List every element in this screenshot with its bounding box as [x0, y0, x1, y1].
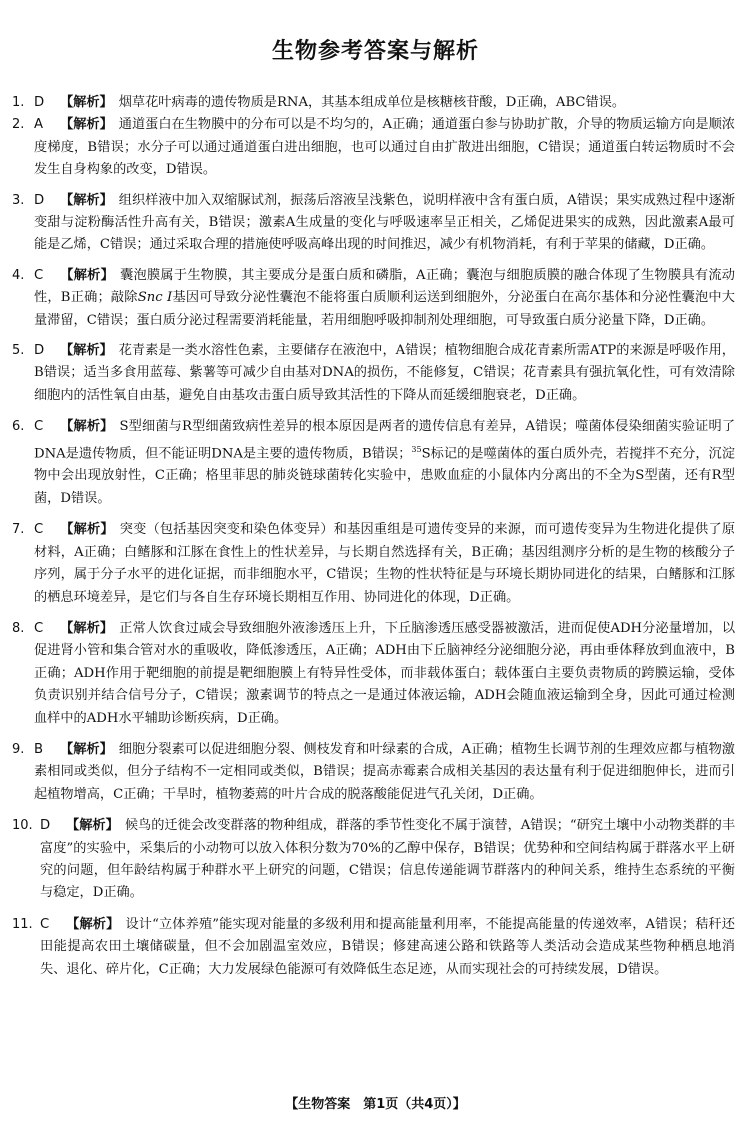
analysis-text: 突变（包括基因突变和染色体变异）和基因重组是可遗传变异的来源，而可遗传变异为生物进化提供了原材料，A正确；白鳍豚和江豚在食性上的性状差异，与长期自然选择有关，B正确；基因组测序分析的是生物的核酸分子序列，属于分子水平的进化证据，而非细胞水平，C错误；生物的性状特征是与环境长期协同进化的结果，白鳍豚和江豚的栖息环境差异，是它们与各自生存环境长期相互作用、协同进化的体现，D正确。	[34, 522, 736, 605]
answer-letter: C	[34, 419, 44, 435]
isotope-superscript: 35	[411, 444, 422, 454]
question-number: 3.	[12, 192, 25, 208]
answer-item-11	[12, 914, 735, 981]
question-number: 9.	[12, 741, 25, 757]
answer-letter: B	[34, 741, 44, 757]
answer-item-7	[12, 519, 735, 609]
question-number: 11.	[12, 916, 33, 932]
analysis-tag: 【解析】	[60, 741, 113, 757]
question-number: 5.	[12, 343, 25, 359]
answer-item-8	[12, 618, 735, 730]
page-title: 生物参考答案与解析	[271, 39, 479, 64]
answer-list	[12, 92, 735, 981]
analysis-tag: 【解析】	[60, 117, 113, 133]
analysis-text: 候鸟的迁徙会改变群落的物种组成，群落的季节性变化不属于演替，A错误；“研究土壤中小动物类群的丰富度”的实验中，采集后的小动物可以放入体积分数为70%的乙醇中保存，B错误；优势种和空间结构属于群落水平上研究的问题，但年龄结构属于种群水平上研究的问题，C错误；信息传递能调节群落内的种间关系，维持生态系统的平衡与稳定，D正确。	[40, 818, 736, 901]
analysis-text: 组织样液中加入双缩脲试剂，振荡后溶液呈浅紫色，说明样液中含有蛋白质，A错误；果实成熟过程中逐渐变甜与淀粉酶活性升高有关，B错误；激素A生成量的变化与呼吸速率呈正相关，乙烯促进果实的成熟，因此激素A最可能是乙烯，C错误；通过采取合理的措施使呼吸高峰出现的时间推迟，减少有机物消耗，有利于苹果的储藏，D正确。	[34, 192, 735, 253]
answer-letter: D	[34, 95, 45, 110]
analysis-tag: 【解析】	[66, 916, 120, 932]
analysis-text: 设计“立体养殖”能实现对能量的多级利用和提高能量利用率，不能提高能量的传递效率，A错误；秸秆还田能提高农田土壤储碳量，但不会加剧温室效应，B错误；修建高速公路和铁路等人类活动会造成某些物种栖息地消失、退化、碎片化，C正确；大力发展绿色能源可有效降低生态足迹，从而实现社会的可持续发展，D错误。	[40, 916, 735, 977]
analysis-tag: 【解析】	[60, 343, 113, 359]
analysis-tag: 【解析】	[60, 620, 114, 636]
analysis-text: 烟草花叶病毒的遗传物质是RNA，其基本组成单位是核糖核苷酸，D正确，ABC错误。	[118, 95, 626, 110]
analysis-text: 囊泡膜属于生物膜，其主要成分是蛋白质和磷脂，A正确；囊泡与细胞质膜的融合体现了生物膜具有流动性，B正确；敲除	[34, 267, 735, 306]
answer-letter: D	[34, 343, 45, 359]
answer-letter: C	[40, 916, 50, 932]
analysis-text: S型细菌与R型细菌致病性差异的根本原因是两者的遗传信息有差异，A错误；噬菌体侵染细菌实验证明了DNA是遗传物质，但不能证明DNA是主要的遗传物质，B错误；	[34, 419, 736, 462]
analysis-tag: 【解析】	[60, 192, 113, 208]
question-number: 7.	[12, 522, 25, 538]
answer-letter: C	[34, 620, 44, 636]
answer-item-6	[12, 416, 735, 510]
answer-item-3	[12, 190, 735, 257]
analysis-text: 通道蛋白在生物膜中的分布可以是不均匀的，A正确；通道蛋白参与协助扩散，介导的物质运输方向是顺浓度梯度，B错误；水分子可以通过通道蛋白进出细胞，也可以通过自由扩散进出细胞，C错误；通道蛋白转运物质时不会发生自身构象的改变，D错误。	[34, 117, 735, 178]
analysis-tag: 【解析】	[66, 818, 119, 834]
analysis-tag: 【解析】	[60, 419, 114, 435]
question-number: 8.	[12, 620, 25, 636]
answer-item-2	[12, 114, 735, 181]
analysis-text: 细胞分裂素可以促进细胞分裂、侧枝发育和叶绿素的合成，A正确；植物生长调节剂的生理效应都与植物激素相同或类似，但分子结构不一定相同或类似，B错误；提高赤霉素合成相关基因的表达量有利于促进细胞伸长，进而引起植物增高，C正确；干旱时，植物萎蔫的叶片合成的脱落酸能促进气孔关闭，D正确。	[34, 741, 735, 802]
gene-name: Snc I	[137, 290, 173, 306]
answer-letter: A	[34, 117, 44, 133]
answer-letter: D	[40, 818, 51, 834]
analysis-tag: 【解析】	[60, 522, 114, 538]
analysis-tag: 【解析】	[60, 95, 113, 110]
analysis-text-cont: S标记的是噬菌体的蛋白质外壳，若搅拌不充分，沉淀物中会出现放射性，C正确；格里菲思的肺炎链球菌转化实验中，患败血症的小鼠体内分离出的不全为S型菌，还有R型菌，D错误。	[34, 446, 735, 506]
page-footer: 【生物答案 第1页（共4页）】	[285, 1097, 466, 1112]
answer-letter: D	[34, 192, 45, 208]
analysis-tag: 【解析】	[60, 267, 115, 283]
answer-item-9	[12, 739, 735, 806]
answer-item-1	[12, 92, 735, 114]
answer-item-5	[12, 340, 735, 407]
question-number: 1.	[12, 95, 25, 110]
answer-letter: C	[34, 522, 44, 538]
answer-item-4	[12, 265, 735, 332]
answer-item-10	[12, 815, 735, 905]
answer-letter: C	[34, 267, 44, 283]
question-number: 10.	[12, 818, 33, 834]
question-number: 2.	[12, 117, 25, 133]
analysis-text: 花青素是一类水溶性色素，主要储存在液泡中，A错误；植物细胞合成花青素所需ATP的来源是呼吸作用，B错误；适当多食用蓝莓、紫薯等可减少自由基对DNA的损伤，不能修复，C错误；花青素具有强抗氧化性，可有效清除细胞内的活性氧自由基，避免自由基攻击蛋白质导致其活性的下降从而延缓细胞衰老，D正确。	[34, 343, 735, 403]
question-number: 6.	[12, 419, 25, 435]
analysis-text: 正常人饮食过咸会导致细胞外液渗透压上升，下丘脑渗透压感受器被激活，进而促使ADH分泌量增加，以促进肾小管和集合管对水的重吸收，降低渗透压，A正确；ADH由下丘脑神经分泌细胞分泌，再由垂体释放到血液中，B正确；ADH作用于靶细胞的前提是靶细胞膜上有特异性受体，而非载体蛋白；载体蛋白主要负责物质的跨膜运输，受体负责识别并结合信号分子，C错误；激素调节的特点之一是通过体液运输，ADH会随血液运输到全身，因此可通过检测血样中的ADH水平辅助诊断疾病，D正确。	[34, 620, 736, 726]
question-number: 4.	[12, 267, 25, 283]
analysis-text-cont: 基因可导致分泌性囊泡不能将蛋白质顺利运送到细胞外，分泌蛋白在高尔基体和分泌性囊泡中大量滞留，C错误；蛋白质分泌过程需要消耗能量，若用细胞呼吸抑制剂处理细胞，可导致蛋白质分泌量下降，D正确。	[34, 290, 735, 328]
